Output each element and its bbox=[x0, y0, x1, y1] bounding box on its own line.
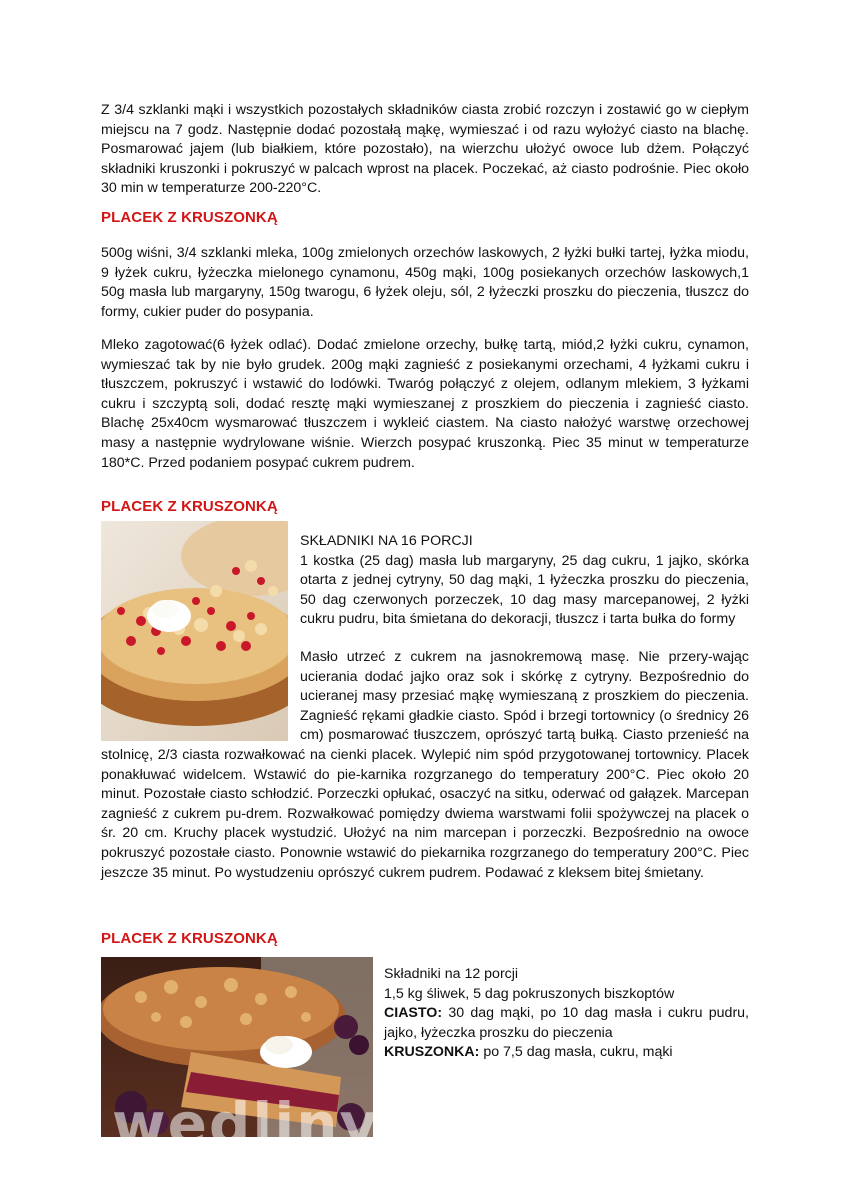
recipe3-body bbox=[101, 955, 749, 1137]
kruszonka-text: po 7,5 dag masła, cukru, mąki bbox=[479, 1044, 673, 1061]
recipe1-ingredients: 500g wiśni, 3/4 szklanki mleka, 100g zmielonych orzechów laskowych, 2 łyżki bułki tartej, łyżka miodu, 9 łyżek cukru, łyżeczka mielonego cynamonu, 450g mąki, 100g posiekanych orzechów laskowych,1 50g masła lub margaryny, 150g twarogu, 6 łyżek oleju, sól, 2 łyżeczki proszku do pieczenia, tłuszcz do formy, cukier puder do posypania. bbox=[101, 245, 749, 320]
recipe3-servings: Składniki na 12 porcji bbox=[384, 966, 519, 982]
recipe1-title: PLACEK Z KRUSZONKĄ bbox=[101, 209, 278, 226]
watermark: wedlinydomowe.pl bbox=[112, 1090, 756, 1158]
recipe3-line1: 1,5 kg śliwek, 5 dag pokruszonych biszkoptów bbox=[384, 985, 675, 1002]
recipe2-ingredients: 1 kostka (25 dag) masła lub margaryny, 25 dag cukru, 1 jajko, skórka otarta z jednej cytryny, 50 dag mąki, 1 łyżeczka proszku do pieczenia, 50 dag czerwonych porzeczek, 10 dag masy marcepanowej, 2 łyżki cukru pudru, bita śmietana do dekoracji, tłuszcz i tarta bułka do formy bbox=[300, 552, 749, 628]
recipe2-title: PLACEK Z KRUSZONKĄ bbox=[101, 498, 278, 515]
recipe2-body bbox=[101, 517, 749, 883]
recipe2-method: Masło utrzeć z cukrem na jasnokremową masę. Nie przery-wając ucierania dodać jajko oraz sok i skórkę z cytryny. Bezpośrednio do ucieranej masy przesiać mąkę wymieszaną z proszkiem do pieczenia. Zagnieść rękami gładkie ciasto. Spód i brzegi tortownicy (o średnicy 26 cm) posmarować tłuszczem, oprószyć tartą bułką. Ciasto przenieść na stolnicę, 2/3 ciasta rozwałkować na cienki placek. Wylepić nim spód przygotowanej tortownicy. Placek ponakłuwać widelcem. Wstawić do pie-karnika rozgrzanego do temperatury 200°C. Piec około 20 minut. Pozostałe ciasto schłodzić. Porzeczki opłukać, osaczyć na sitku, oderwać od gałązek. Marcepan zagnieść z cukrem pu-drem. Rozwałkować pomiędzy dwiema warstwami folii spożywczej na placek o śr. 20 cm. Kruchy placek wystudzić. Ułożyć na nim marcepan i porzeczki. Bezpośrednio na owoce pokruszyć pozostałe ciasto. Ponownie wstawić do piekarnika rozgrzanego do temperatury 200°C. Piec jeszcze 35 minut. Po wystudzeniu oprószyć cukrem pudrem. Podawać z kleksem bitej śmietany. bbox=[101, 648, 749, 881]
intro-paragraph: Z 3/4 szklanki mąki i wszystkich pozostałych składników ciasta zrobić rozczyn i zostawić go w ciepłym miejscu na 7 godz. Następnie dodać pozostałą mąkę, wymieszać i od razu wyłożyć ciasto na blachę. Posmarować jajem (lub białkiem, które pozostało), na wierzchu ułożyć owoce lub dżem. Połączyć składniki kruszonki i pokruszyć w palcach wprost na placek. Poczekać, aż ciasto podrośnie. Piec około 30 min w temperaturze 200-220°C. bbox=[101, 102, 749, 197]
kruszonka-label: KRUSZONKA: bbox=[384, 1044, 480, 1061]
recipe2-servings: SKŁADNIKI NA 16 PORCJI bbox=[300, 533, 473, 549]
ciasto-label: CIASTO: bbox=[384, 1005, 443, 1022]
plum-crumble-cake-photo bbox=[101, 957, 373, 1137]
ciasto-text: 30 dag mąki, po 10 dag masła i cukru pudru, jajko, łyżeczka proszku do pieczenia bbox=[384, 1005, 749, 1041]
currant-crumble-cake-photo bbox=[101, 521, 288, 741]
recipe1-method: Mleko zagotować(6 łyżek odlać). Dodać zmielone orzechy, bułkę tartą, miód,2 łyżki cukru, cynamon, wymieszać tak by nie było grudek. 200g mąki zagnieść z posiekanymi orzechami, 4 łyżkami cukru i tłuszczem, pokruszyć i wstawić do lodówki. Twaróg połączyć z olejem, odlanym mlekiem, 3 łyżkami cukru i szczyptą soli, dodać resztę mąki wymieszanej z proszkiem do pieczenia i zagnieść ciasto. Blachę 25x40cm wysmarować tłuszczem i wykleić ciastem. Na ciasto nałożyć warstwę orzechowej masy a następnie wydrylowane wiśnie. Wierzch posypać kruszonką. Piec 35 minut w temperaturze 180*C. Przed podaniem posypać cukrem pudrem. bbox=[101, 337, 749, 471]
recipe3-title: PLACEK Z KRUSZONKĄ bbox=[101, 930, 278, 947]
